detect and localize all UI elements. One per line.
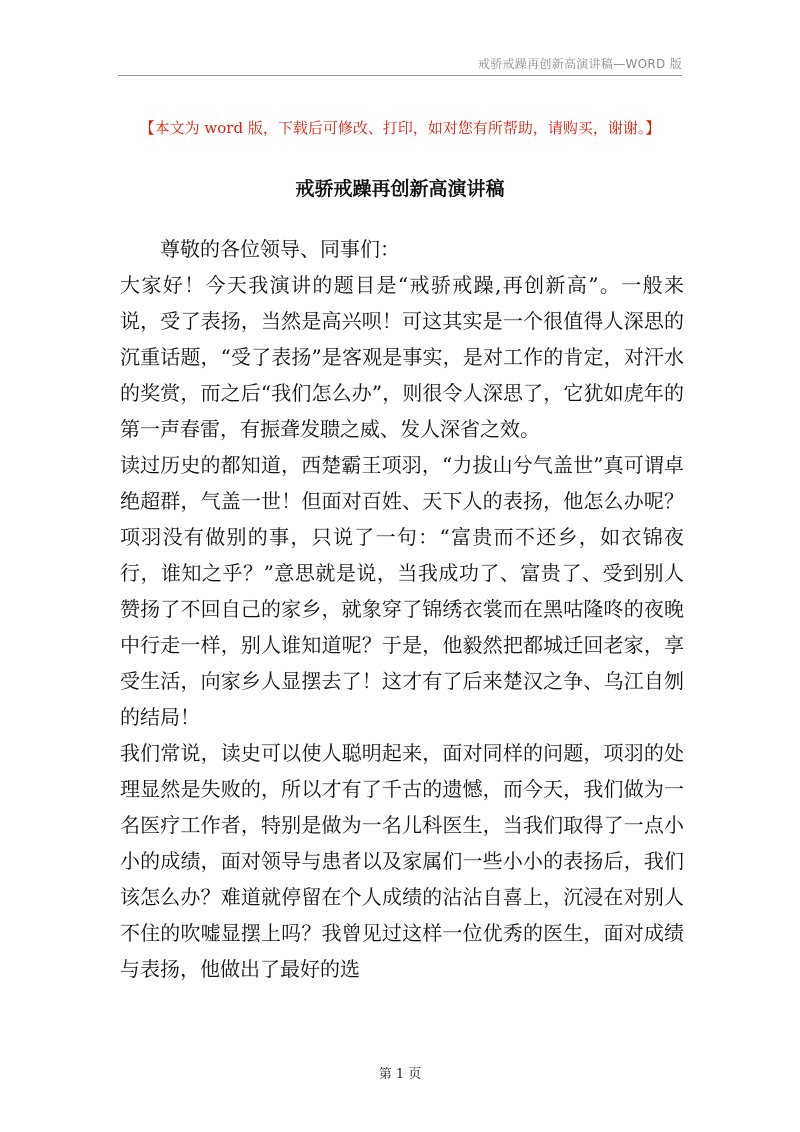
running-header: 戒骄戒躁再创新高演讲稿—WORD 版 (477, 57, 682, 71)
body-paragraph: 读过历史的都知道，西楚霸王项羽，“力拔山兮气盖世”真可谓卓绝超群，气盖一世！但面对百姓、天下人的表扬，他怎么办呢？项羽没有做别的事，只说了一句：“富贵而不还乡，如衣锦夜行，谁知之乎？”意思就是说，当我成功了、富贵了、受到别人赞扬了不回自己的家乡，就象穿了锦绣衣裳而在黑咕隆咚的夜晚中行走一样，别人谁知道呢？于是，他毅然把都城迁回老家，享受生活，向家乡人显摆去了！这才有了后来楚汉之争、乌江自刎的结局！ (120, 453, 684, 729)
body-paragraph: 我们常说，读史可以使人聪明起来，面对同样的问题，项羽的处理显然是失败的，所以才有了千古的遗憾，而今天，我们做为一名医疗工作者，特别是做为一名儿科医生，当我们取得了一点小小的成绩，面对领导与患者以及家属们一些小小的表扬后，我们该怎么办？难道就停留在个人成绩的沾沾自喜上，沉浸在对别人不住的吹嘘显摆上吗？我曾见过这样一位优秀的医生，面对成绩与表扬，他做出了最好的选 (120, 741, 684, 981)
document-body (120, 231, 684, 987)
header-divider (118, 75, 682, 76)
document-title: 戒骄戒躁再创新高演讲稿 (295, 178, 505, 200)
page-number: 第 1 页 (378, 1067, 422, 1082)
download-notice: 【本文为 word 版，下载后可修改、打印，如对您有所帮助，请购买，谢谢。】 (139, 119, 661, 137)
greeting-paragraph: 尊敬的各位领导、同事们： (160, 237, 400, 261)
body-paragraph: 大家好！今天我演讲的题目是“戒骄戒躁,再创新高”。一般来说，受了表扬，当然是高兴呗！可这其实是一个很值得人深思的沉重话题，“受了表扬”是客观是事实，是对工作的肯定，对汗水的奖赏，而之后“我们怎么办”，则很令人深思了，它犹如虎年的第一声春雷，有振聋发聩之威、发人深省之效。 (120, 273, 684, 441)
